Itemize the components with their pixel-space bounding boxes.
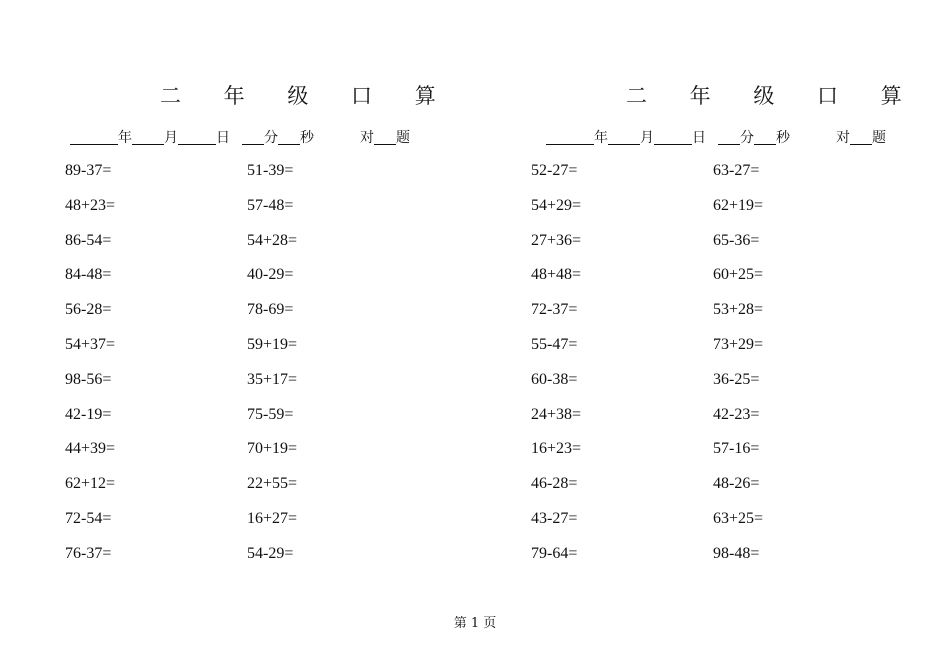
problem: 70+19= — [247, 440, 298, 458]
problem-row — [531, 404, 895, 439]
correct-label: 对 — [836, 130, 850, 146]
problem: 57-48= — [247, 196, 294, 214]
problem: 16+27= — [247, 509, 298, 527]
problem-row — [531, 264, 895, 299]
problem: 98-48= — [713, 544, 760, 562]
problem: 52-27= — [531, 162, 578, 179]
problem: 55-47= — [531, 335, 578, 353]
year-label: 年 — [594, 130, 608, 146]
second-label: 秒 — [776, 130, 790, 146]
problem: 54+29= — [531, 196, 582, 214]
problem: 62+12= — [65, 475, 116, 493]
problem-row — [65, 369, 429, 404]
worksheet-title: 二 年 级 口 算 — [626, 84, 920, 108]
problem: 36-25= — [713, 370, 760, 388]
worksheet-left — [0, 0, 475, 600]
problem: 53+28= — [713, 301, 764, 319]
page-footer — [0, 612, 950, 631]
problem-row — [65, 543, 429, 578]
problem: 57-16= — [713, 440, 760, 458]
problem: 54+28= — [247, 231, 298, 249]
problem: 98-56= — [65, 370, 112, 388]
problem: 48+23= — [65, 196, 116, 214]
month-blank — [608, 130, 640, 145]
problem: 84-48= — [65, 266, 112, 284]
problem-row — [65, 299, 429, 334]
problem: 44+39= — [65, 440, 116, 458]
problem: 48-26= — [713, 475, 760, 493]
problem: 42-19= — [65, 405, 112, 423]
problem-row — [531, 543, 895, 578]
problem: 72-37= — [531, 301, 578, 319]
second-blank — [754, 130, 776, 145]
day-blank — [178, 130, 216, 145]
problem: 60-38= — [531, 370, 578, 388]
second-blank — [278, 130, 300, 145]
problem-row — [65, 508, 429, 543]
month-label: 月 — [640, 130, 654, 146]
correct-blank — [850, 130, 872, 145]
day-blank — [654, 130, 692, 145]
problem: 75-59= — [247, 405, 294, 423]
problem: 89-37= — [65, 162, 112, 179]
problem: 22+55= — [247, 475, 298, 493]
minute-label: 分 — [740, 130, 754, 146]
minute-blank — [718, 130, 740, 145]
problem: 60+25= — [713, 266, 764, 284]
problem-row — [65, 160, 429, 195]
problem: 42-23= — [713, 405, 760, 423]
page-number: 1 — [470, 616, 480, 631]
worksheet-title: 二 年 级 口 算 — [160, 84, 454, 108]
problem: 35+17= — [247, 370, 298, 388]
month-blank — [132, 130, 164, 145]
problem: 59+19= — [247, 335, 298, 353]
problem: 76-37= — [65, 544, 112, 562]
problem: 72-54= — [65, 509, 112, 527]
problem-row — [531, 369, 895, 404]
minute-blank — [242, 130, 264, 145]
problem-row — [65, 264, 429, 299]
day-label: 日 — [216, 130, 230, 146]
problem: 24+38= — [531, 405, 582, 423]
problem: 65-36= — [713, 231, 760, 249]
info-line — [546, 127, 886, 147]
problem-row — [531, 160, 895, 195]
month-label: 月 — [164, 130, 178, 146]
year-blank — [546, 130, 594, 145]
second-label: 秒 — [300, 130, 314, 146]
problem: 63-27= — [713, 162, 760, 179]
problem-row — [65, 404, 429, 439]
problem: 54-29= — [247, 544, 294, 562]
problem: 43-27= — [531, 509, 578, 527]
problem: 78-69= — [247, 301, 294, 319]
problem-row — [65, 230, 429, 265]
problem: 27+36= — [531, 231, 582, 249]
problem: 79-64= — [531, 544, 578, 562]
problem: 46-28= — [531, 475, 578, 493]
problem: 40-29= — [247, 266, 294, 284]
problem-row — [65, 334, 429, 369]
problem: 54+37= — [65, 335, 116, 353]
problem-row — [531, 508, 895, 543]
problem: 48+48= — [531, 266, 582, 284]
problem-row — [531, 195, 895, 230]
problem-row — [531, 334, 895, 369]
problem-row — [65, 473, 429, 508]
problem-row — [65, 195, 429, 230]
problem: 51-39= — [247, 162, 294, 179]
year-blank — [70, 130, 118, 145]
year-label: 年 — [118, 130, 132, 146]
problem-grid — [65, 160, 429, 578]
minute-label: 分 — [264, 130, 278, 146]
problem: 56-28= — [65, 301, 112, 319]
worksheet-right — [466, 0, 941, 600]
problem: 62+19= — [713, 196, 764, 214]
correct-label: 对 — [360, 130, 374, 146]
problem: 86-54= — [65, 231, 112, 249]
problem: 16+23= — [531, 440, 582, 458]
problem-row — [531, 230, 895, 265]
problem: 73+29= — [713, 335, 764, 353]
page-suffix: 页 — [483, 616, 497, 631]
questions-label: 题 — [872, 130, 886, 146]
problem-row — [65, 438, 429, 473]
info-line — [70, 127, 410, 147]
page-prefix: 第 — [453, 616, 467, 631]
problem-row — [531, 473, 895, 508]
day-label: 日 — [692, 130, 706, 146]
problem-row — [531, 438, 895, 473]
questions-label: 题 — [396, 130, 410, 146]
problem: 63+25= — [713, 509, 764, 527]
correct-blank — [374, 130, 396, 145]
problem-row — [531, 299, 895, 334]
problem-grid — [531, 160, 895, 578]
